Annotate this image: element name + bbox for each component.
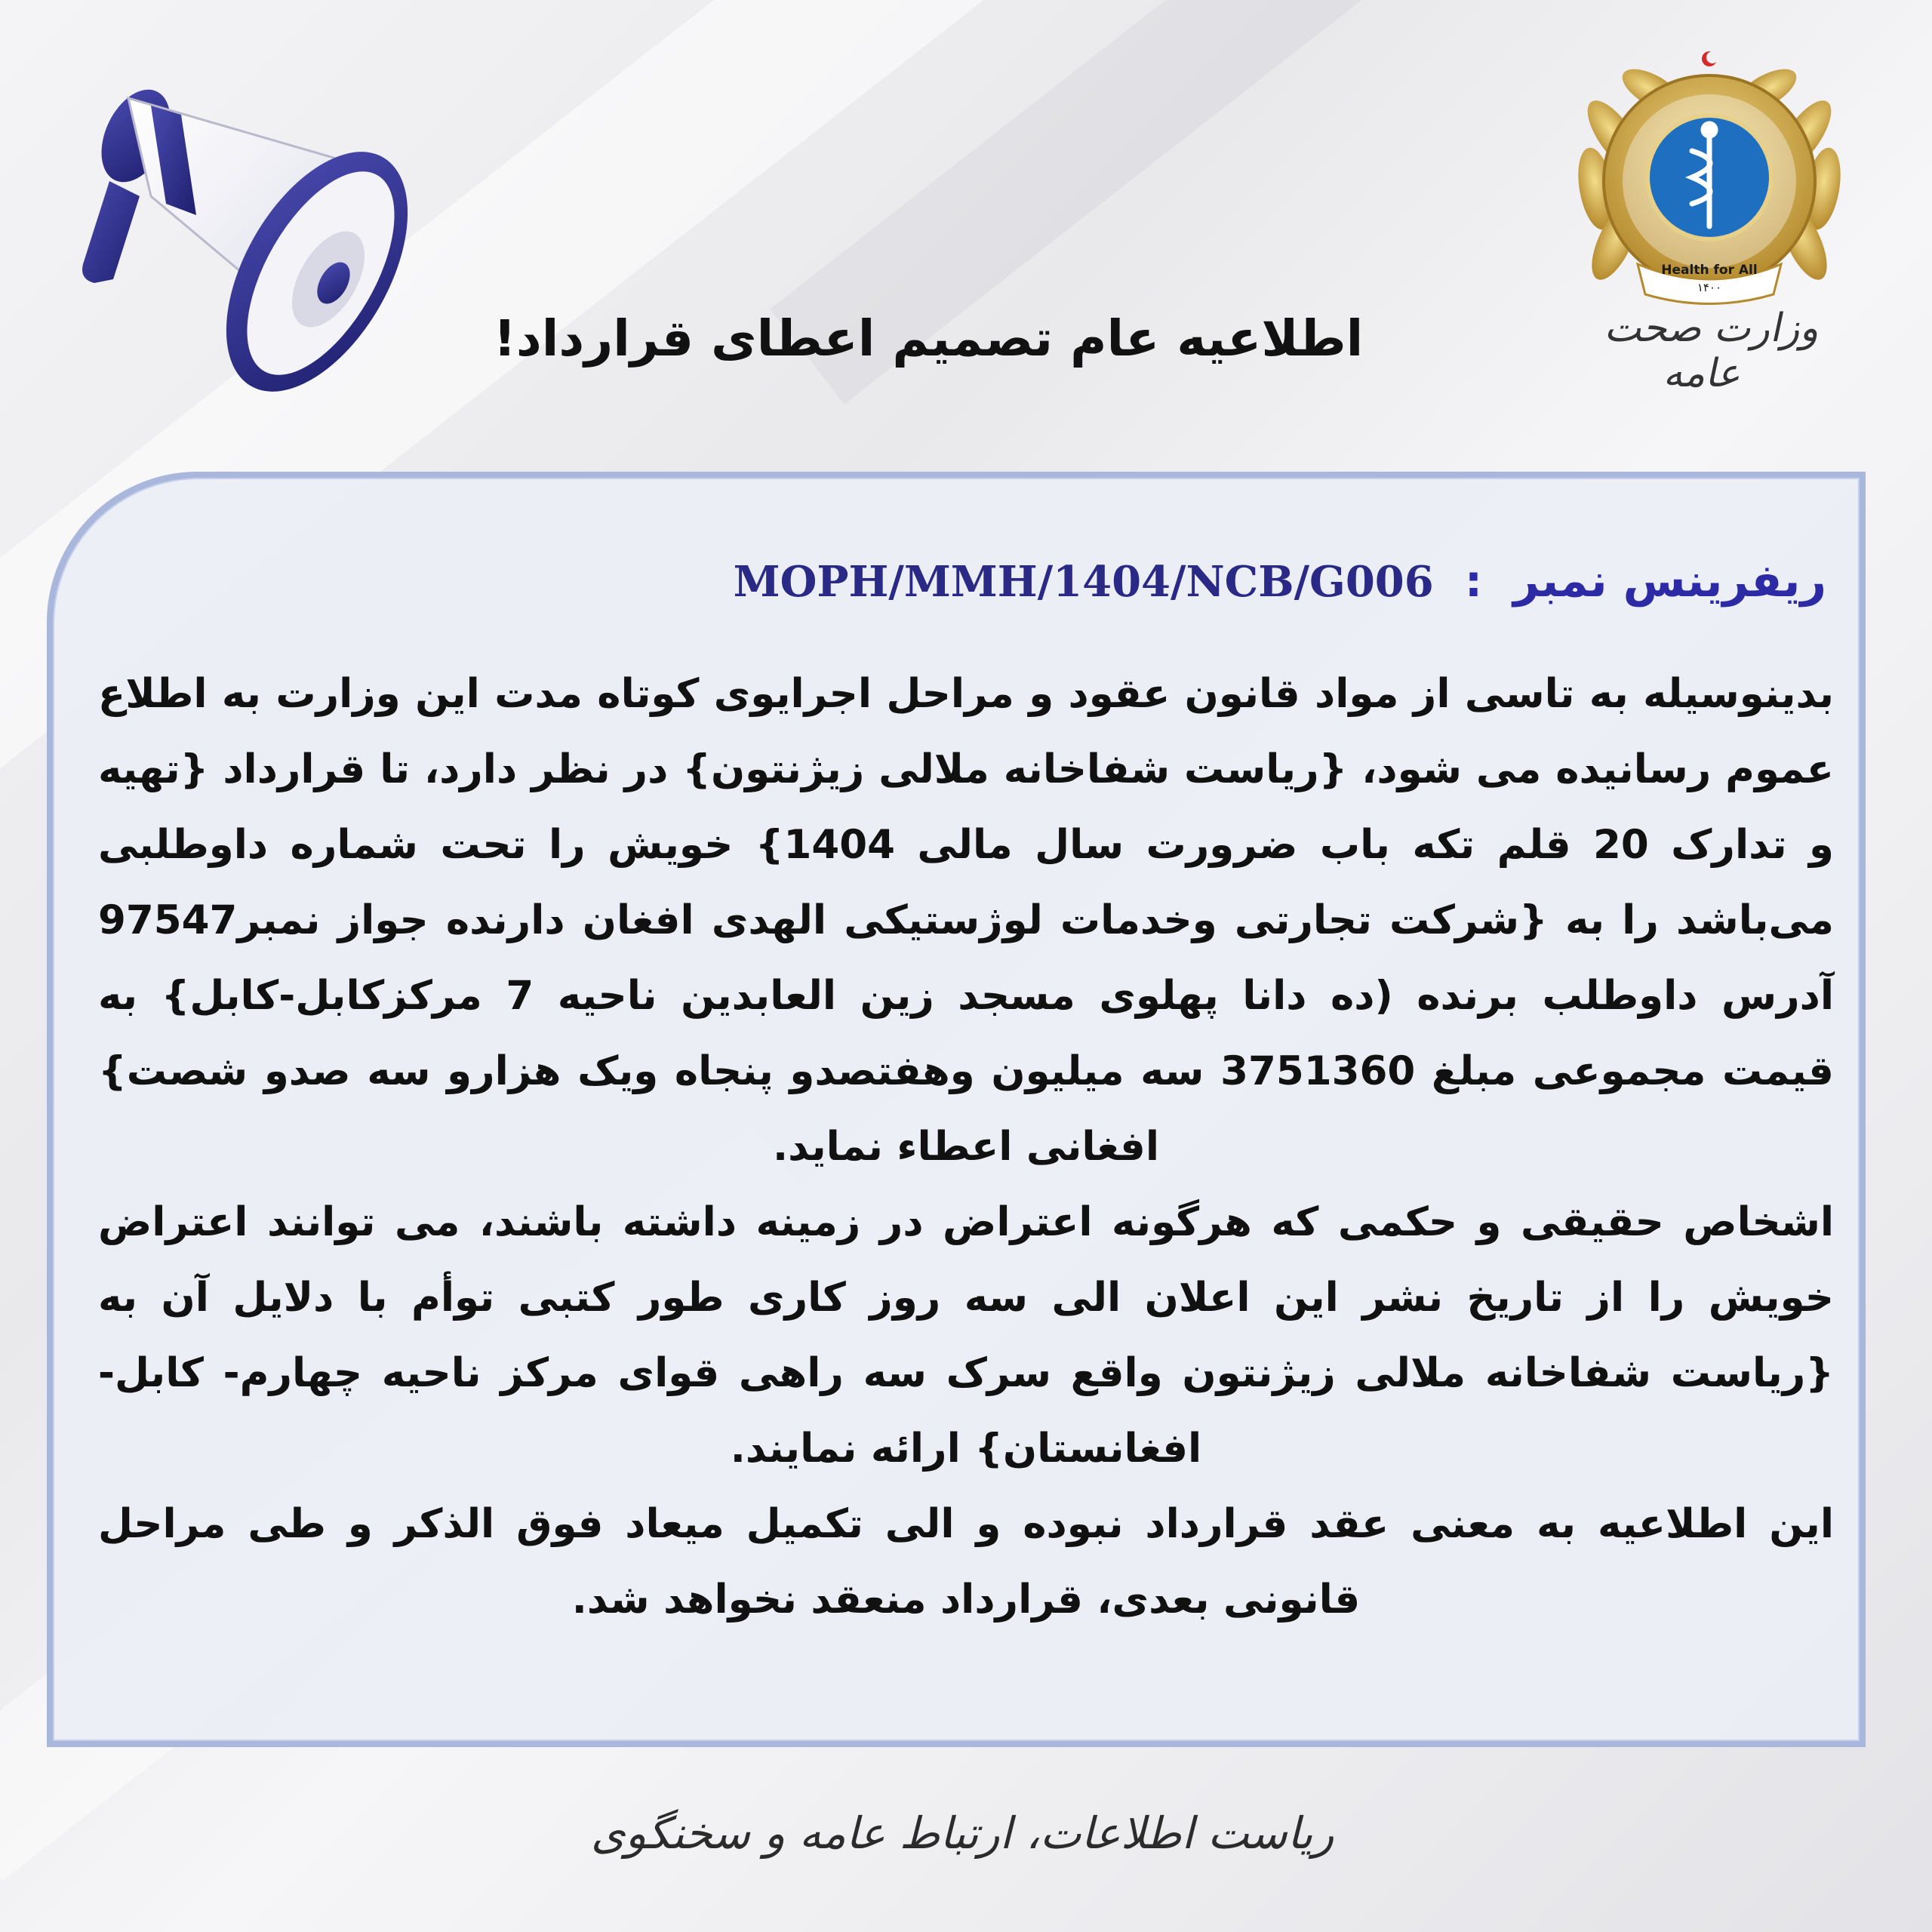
svg-text:Health for All: Health for All <box>1661 263 1758 278</box>
paragraph-objection: اشخاص حقیقی و حکمی که هرگونه اعتراض در زمینه داشته باشند، می توانند اعتراض خویش را از تاریخ نشر این اعلان الی سه روز کاری طور کتبی توأم با دلایل آن به {ریاست شفاخانه ملالی زیژنتون واقع سرک سه راهی قوای مرکز ناحیه چهارم- کابل- افغانستان} ارائه نمایند. <box>98 1199 1834 1472</box>
reference-number: MOPH/MMH/1404/NCB/G006 <box>733 557 1434 607</box>
page-title: اطلاعیه عام تصمیم اعطای قرارداد! <box>493 309 1364 368</box>
reference-line <box>733 555 1826 615</box>
announcement-body <box>98 657 1834 1638</box>
reference-separator: : <box>1464 555 1483 607</box>
ministry-calligraphy: وزارت صحت عامه <box>1601 306 1826 396</box>
footer-calligraphy: ریاست اطلاعات، ارتباط عامه و سخنگوی <box>588 1807 1344 1859</box>
paragraph-disclaimer: این اطلاعیه به معنی عقد قرارداد نبوده و الی تکمیل میعاد فوق الذکر و طی مراحل قانونی بعدی، قرارداد منعقد نخواهد شد. <box>98 1501 1834 1623</box>
paragraph-award: بدینوسیله به تاسی از مواد قانون عقود و مراحل اجرایوی کوتاه مدت این وزارت به اطلاع عموم رسانیده می شود، {ریاست شفاخانه ملالی زیژنتون} در نظر دارد، تا قرارداد {تهیه و تدارک 20 قلم تکه باب ضرورت سال مالی 1404} خویش را تحت شماره داوطلبی می‌باشد را به {شرکت تجارتی وخدمات لوژستیکی الهدی افغان دارنده جواز نمبر97547 آدرس داوطلب برنده (ده دانا پهلوی مسجد زین العابدین ناحیه 7 مرکزکابل-کابل} به قیمت مجموعی مبلغ 3751360 سه میلیون وهفتصدو پنجاه ویک هزارو سه صدو شصت} افغانی اعطاء نماید. <box>98 671 1835 1170</box>
svg-text:۱۴۰۰: ۱۴۰۰ <box>1697 281 1722 294</box>
reference-label: ریفرینس نمبر <box>1513 555 1826 608</box>
ministry-logo <box>1562 45 1857 317</box>
